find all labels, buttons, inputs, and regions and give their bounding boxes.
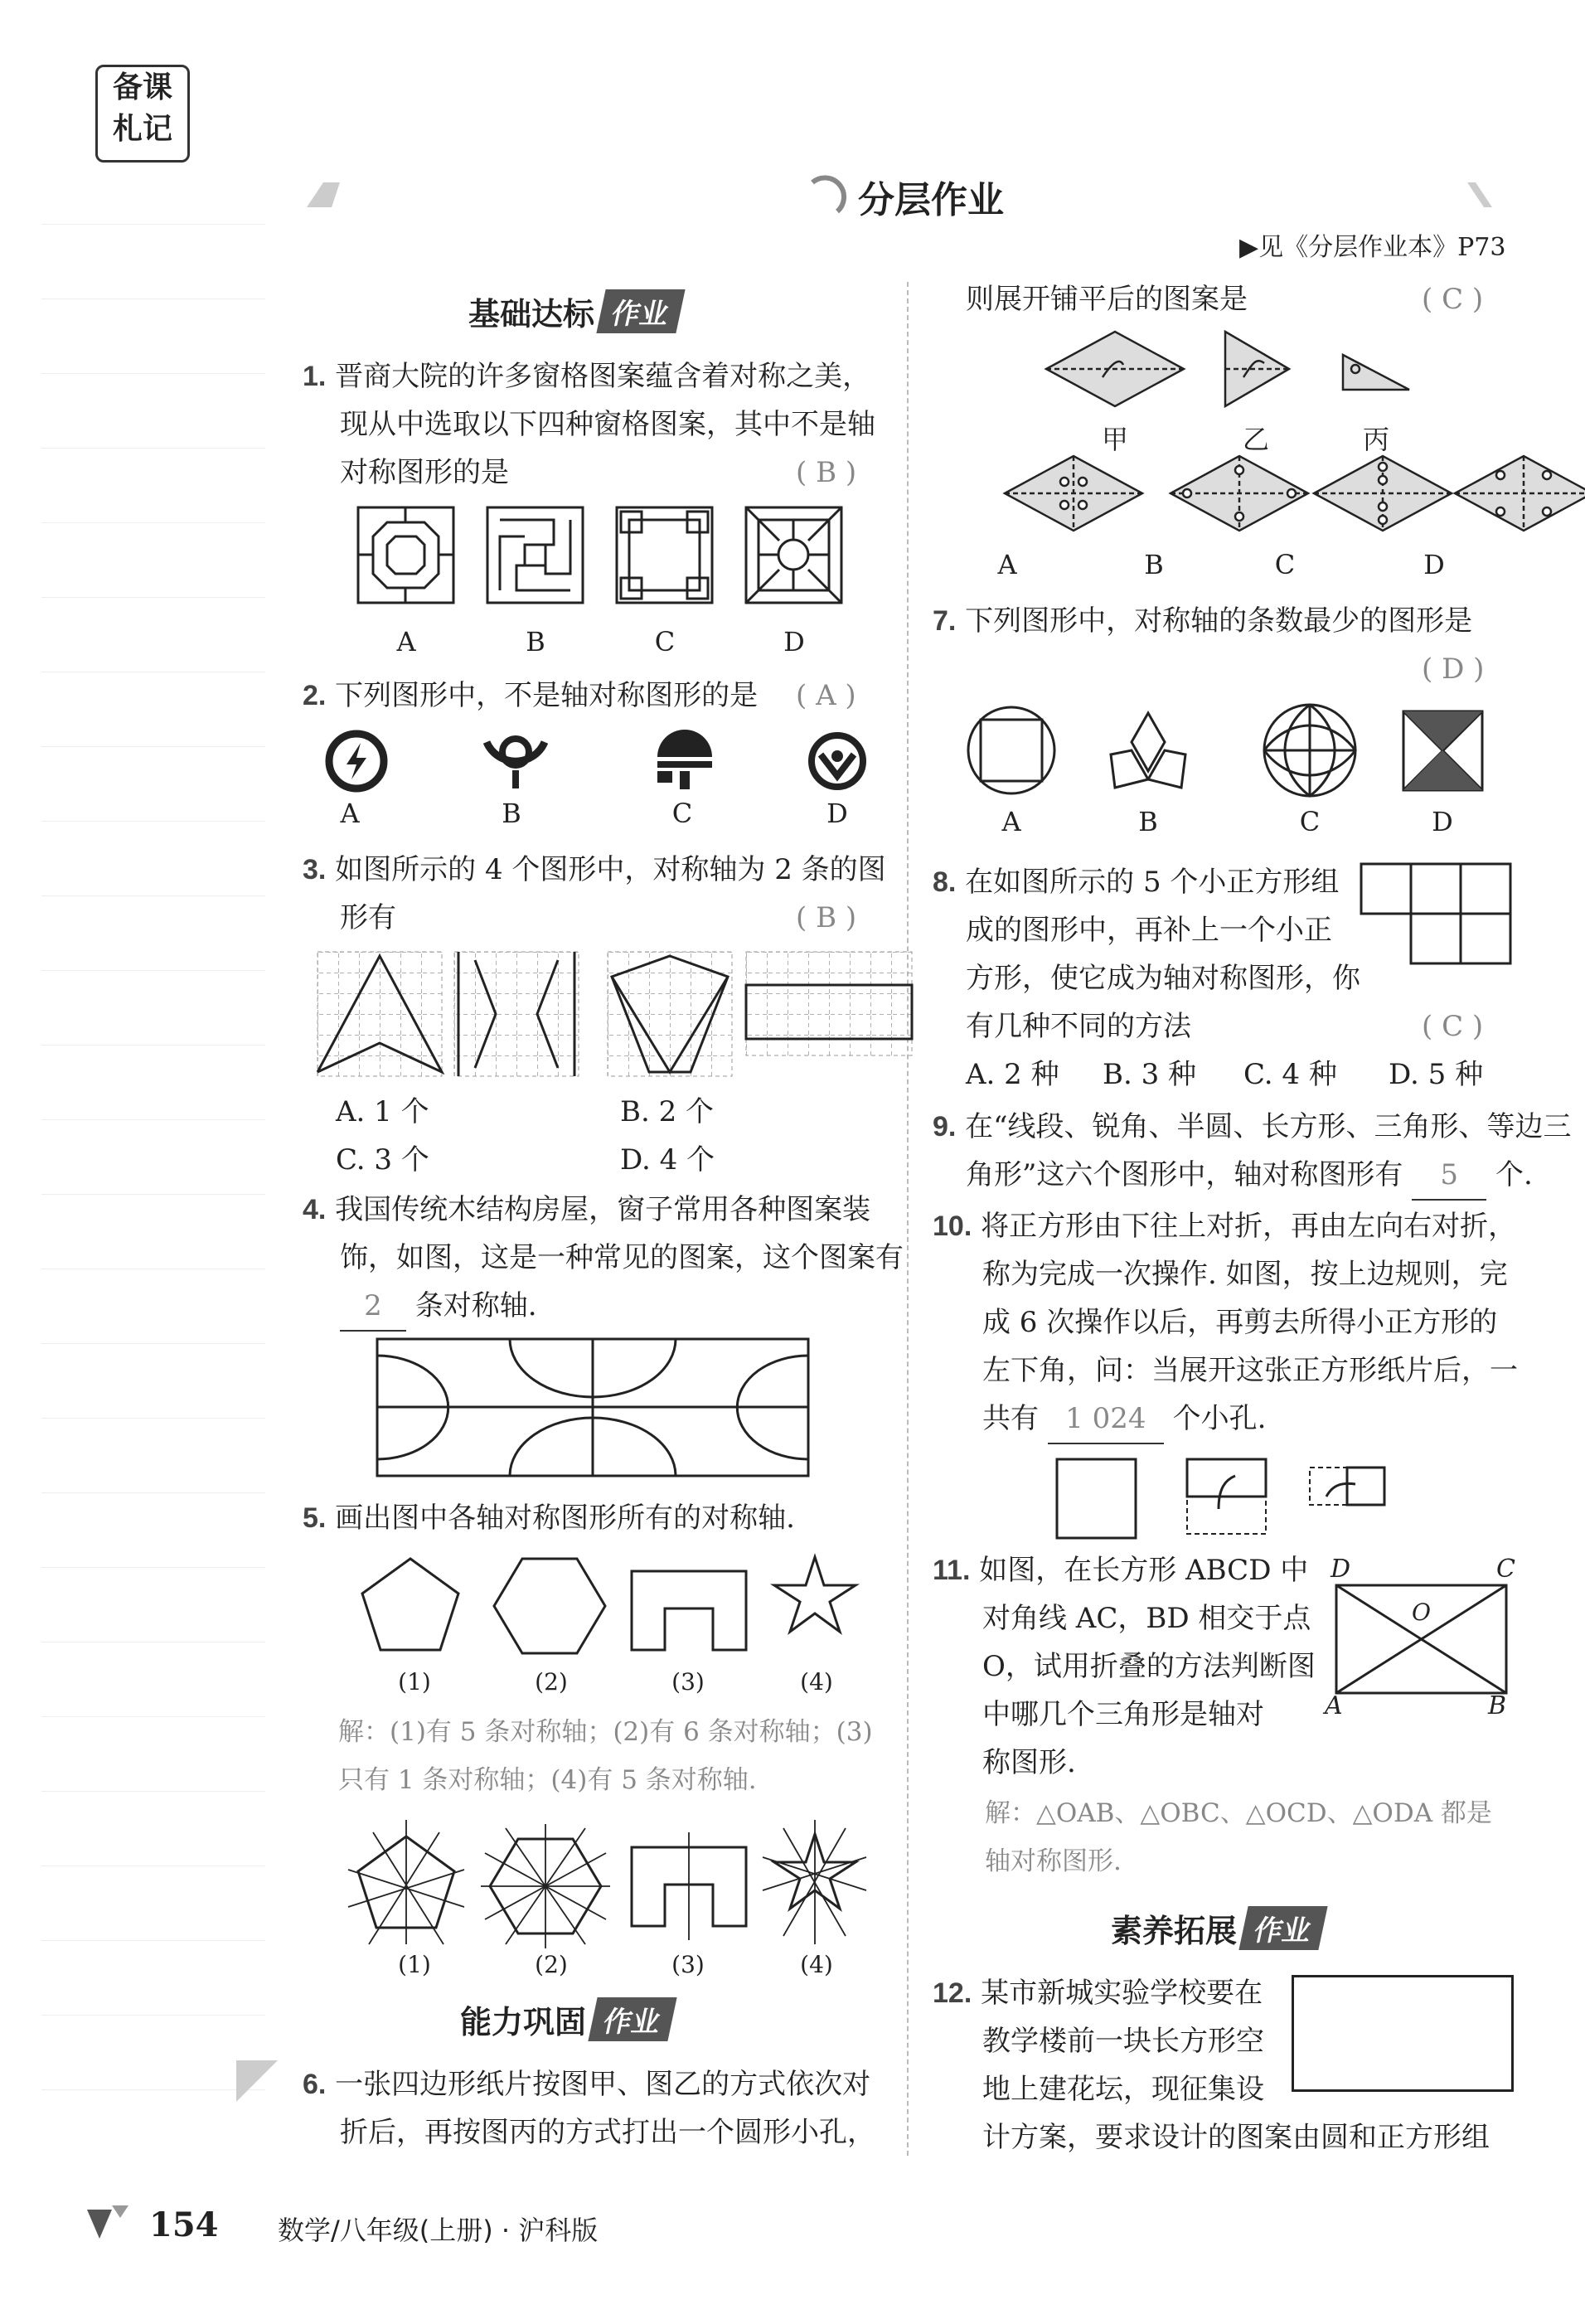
q11-line-5: 称图形. — [982, 1746, 1076, 1779]
section-basic-name: 基础达标 — [468, 295, 595, 332]
q1-label-b: B — [526, 626, 545, 657]
q1-line-2: 现从中选取以下四种窗格图案，其中不是轴 — [340, 408, 875, 441]
q12-line-3: 地上建花坛，现征集设 — [982, 2073, 1264, 2106]
q2-label-c: C — [671, 798, 693, 829]
section-ability-tag: 作业 — [588, 1997, 676, 2041]
q2-number: 2. — [303, 680, 327, 711]
q5-label-2: (2) — [535, 1668, 568, 1696]
q3-option-a: A. 1 个 — [336, 1095, 429, 1128]
section-basic — [468, 286, 681, 336]
q1-number: 1. — [303, 361, 327, 392]
section-basic-tag: 作业 — [596, 289, 685, 333]
q9-tail: 个. — [1495, 1158, 1533, 1191]
q8-line-1: 在如图所示的 5 个小正方形组 — [965, 866, 1340, 899]
notes-stamp — [95, 65, 190, 163]
q3-number: 3. — [303, 854, 327, 885]
q6-line-1: 一张四边形纸片按图甲、图乙的方式依次对 — [335, 2068, 871, 2101]
q5-label-4: (4) — [800, 1668, 833, 1696]
q1-answer: ( B ) — [796, 456, 857, 489]
q4-blank[interactable]: 2 — [340, 1282, 406, 1332]
q11-line-4: 中哪几个三角形是轴对 — [982, 1698, 1264, 1731]
q10-line-4: 左下角，问：当展开这张正方形纸片后，一 — [982, 1354, 1518, 1387]
q10-blank[interactable]: 1 024 — [1048, 1395, 1164, 1444]
q11-vertex-o: O — [1412, 1599, 1431, 1626]
q8-number: 8. — [933, 866, 957, 898]
q9-blank[interactable]: 5 — [1412, 1151, 1486, 1201]
q8-option-c: C. 4 种 — [1243, 1058, 1337, 1091]
q8-option-d: D. 5 种 — [1389, 1058, 1484, 1091]
q5-label-1: (1) — [398, 1668, 431, 1696]
q4-window-pattern — [377, 1339, 808, 1476]
left-corner-decor — [236, 2060, 286, 2110]
reference-note: ▶见《分层作业本》P73 — [1239, 233, 1506, 262]
q6-label-d: D — [1423, 549, 1445, 580]
q3-answer: ( B ) — [796, 901, 857, 934]
q10-number: 10. — [933, 1211, 972, 1242]
q6-label-c: C — [1274, 549, 1296, 580]
q11-vertex-a: A — [1325, 1691, 1343, 1720]
q5-solution-1: 解：(1)有 5 条对称轴；(2)有 6 条对称轴；(3) — [338, 1717, 873, 1747]
q1-label-c: C — [654, 626, 676, 657]
q5-label-2-answer: (2) — [535, 1951, 568, 1978]
q8-line-4: 有几种不同的方法 — [966, 1010, 1191, 1043]
q10-line-1: 将正方形由下往上对折，再由左向右对折， — [981, 1210, 1517, 1243]
book-info: 数学/八年级(上册) · 沪科版 — [278, 2215, 599, 2246]
q10-prefix: 共有 — [982, 1402, 1039, 1435]
stamp-line-1: 备课 — [112, 70, 172, 104]
q4-tail: 条对称轴. — [414, 1289, 537, 1322]
q2-label-b: B — [502, 798, 521, 829]
q1-line-1: 晋商大院的许多窗格图案蕴含着对称之美， — [335, 360, 871, 393]
q12-line-2: 教学楼前一块长方形空 — [982, 2025, 1264, 2058]
q5-solution-2: 只有 1 条对称轴；(4)有 5 条对称轴. — [338, 1765, 757, 1795]
q11-number: 11. — [933, 1555, 971, 1586]
q11-line-3: O，试用折叠的方法判断图 — [982, 1650, 1316, 1683]
q12-line-4: 计方案，要求设计的图案由圆和正方形组 — [982, 2121, 1490, 2154]
q8-option-a: A. 2 种 — [966, 1058, 1059, 1091]
section-expand-tag: 作业 — [1238, 1906, 1327, 1950]
q6-fold-label-1: 甲 — [1101, 424, 1128, 455]
q4-number: 4. — [303, 1194, 327, 1225]
q8-answer: ( C ) — [1422, 1010, 1484, 1043]
q8-line-2: 成的图形中，再补上一个小正 — [966, 914, 1332, 947]
q11-vertex-c: C — [1496, 1555, 1515, 1584]
q7-answer: ( D ) — [1422, 653, 1485, 686]
q7-label-c: C — [1299, 806, 1321, 837]
q7-label-a: A — [1001, 806, 1021, 837]
q5-text: 画出图中各轴对称图形所有的对称轴. — [335, 1502, 795, 1535]
q3-option-c: C. 3 个 — [336, 1143, 429, 1177]
q12-line-1: 某市新城实验学校要在 — [981, 1977, 1263, 2010]
q6-fold-label-3: 丙 — [1362, 424, 1389, 455]
q11-solution-2: 轴对称图形. — [985, 1846, 1122, 1876]
page-number: 154 — [149, 2205, 219, 2244]
q11-solution-1: 解：△OAB、△OBC、△OCD、△ODA 都是 — [985, 1798, 1492, 1828]
section-expand — [1111, 1903, 1323, 1953]
q7-label-b: B — [1138, 806, 1158, 837]
q10-tail: 个小孔. — [1172, 1402, 1267, 1435]
section-ability-name: 能力巩固 — [460, 2003, 587, 2040]
q6-fold-label-2: 乙 — [1242, 424, 1269, 455]
q3-option-b: B. 2 个 — [620, 1095, 715, 1128]
section-expand-name: 素养拓展 — [1111, 1912, 1238, 1949]
column-divider — [907, 282, 909, 2156]
q11-vertex-b: B — [1488, 1691, 1507, 1720]
q4-line-2: 饰，如图，这是一种常见的图案，这个图案有 — [340, 1241, 904, 1274]
q7-number: 7. — [933, 605, 957, 637]
q5-number: 5. — [303, 1502, 327, 1534]
q9-line-2: 角形”这六个图形中，轴对称图形有 — [966, 1158, 1403, 1191]
q9-line-1: 在“线段、锐角、半圆、长方形、三角形、等边三 — [965, 1110, 1572, 1143]
q6-number: 6. — [303, 2069, 327, 2100]
q12-rectangle-figure — [1292, 1975, 1514, 2092]
q7-text: 下列图形中，对称轴的条数最少的图形是 — [965, 604, 1473, 638]
q6-answer: ( C ) — [1422, 283, 1484, 316]
q6-label-b: B — [1144, 549, 1164, 580]
q8-option-b: B. 3 种 — [1103, 1058, 1197, 1091]
page-title: 分层作业 — [858, 179, 1004, 221]
q12-number: 12. — [933, 1977, 972, 2009]
q4-line-1: 我国传统木结构房屋，窗子常用各种图案装 — [335, 1193, 871, 1226]
q9-number: 9. — [933, 1111, 957, 1143]
q11-vertex-d: D — [1331, 1555, 1351, 1584]
q11-line-2: 对角线 AC，BD 相交于点 — [982, 1602, 1311, 1635]
q10-line-2: 称为完成一次操作. 如图，按上边规则，完 — [982, 1258, 1508, 1291]
q1-label-d: D — [783, 626, 805, 657]
q6-line-3: 则展开铺平后的图案是 — [966, 283, 1248, 316]
q2-label-d: D — [826, 798, 848, 829]
section-ability — [460, 1994, 672, 2044]
q2-answer: ( A ) — [796, 679, 856, 712]
q1-line-3: 对称图形的是 — [340, 456, 509, 489]
q3-line-2: 形有 — [340, 901, 396, 934]
q5-label-4-answer: (4) — [800, 1951, 833, 1978]
q2-text: 下列图形中，不是轴对称图形的是 — [335, 679, 759, 712]
footer-decor-icon — [83, 2201, 133, 2243]
q10-line-3: 成 6 次操作以后，再剪去所得小正方形的 — [982, 1306, 1498, 1339]
q8-line-3: 方形，使它成为轴对称图形，你 — [966, 962, 1360, 995]
q11-line-1: 如图，在长方形 ABCD 中 — [979, 1554, 1309, 1587]
q5-label-3-answer: (3) — [671, 1951, 705, 1978]
q7-label-d: D — [1432, 806, 1453, 837]
q10-fold-figures — [0, 0, 1, 1]
q1-label-a: A — [396, 626, 416, 657]
q5-label-1-answer: (1) — [398, 1951, 431, 1978]
q3-line-1: 如图所示的 4 个图形中，对称轴为 2 条的图 — [335, 853, 886, 886]
q2-label-a: A — [340, 798, 360, 829]
q5-label-3: (3) — [671, 1668, 705, 1696]
q6-line-2: 折后，再按图丙的方式打出一个圆形小孔， — [340, 2116, 875, 2149]
q6-label-a: A — [997, 549, 1017, 580]
stamp-line-2: 札记 — [112, 112, 172, 146]
q3-option-d: D. 4 个 — [620, 1143, 715, 1177]
q8-squares-figure — [1360, 862, 1513, 966]
